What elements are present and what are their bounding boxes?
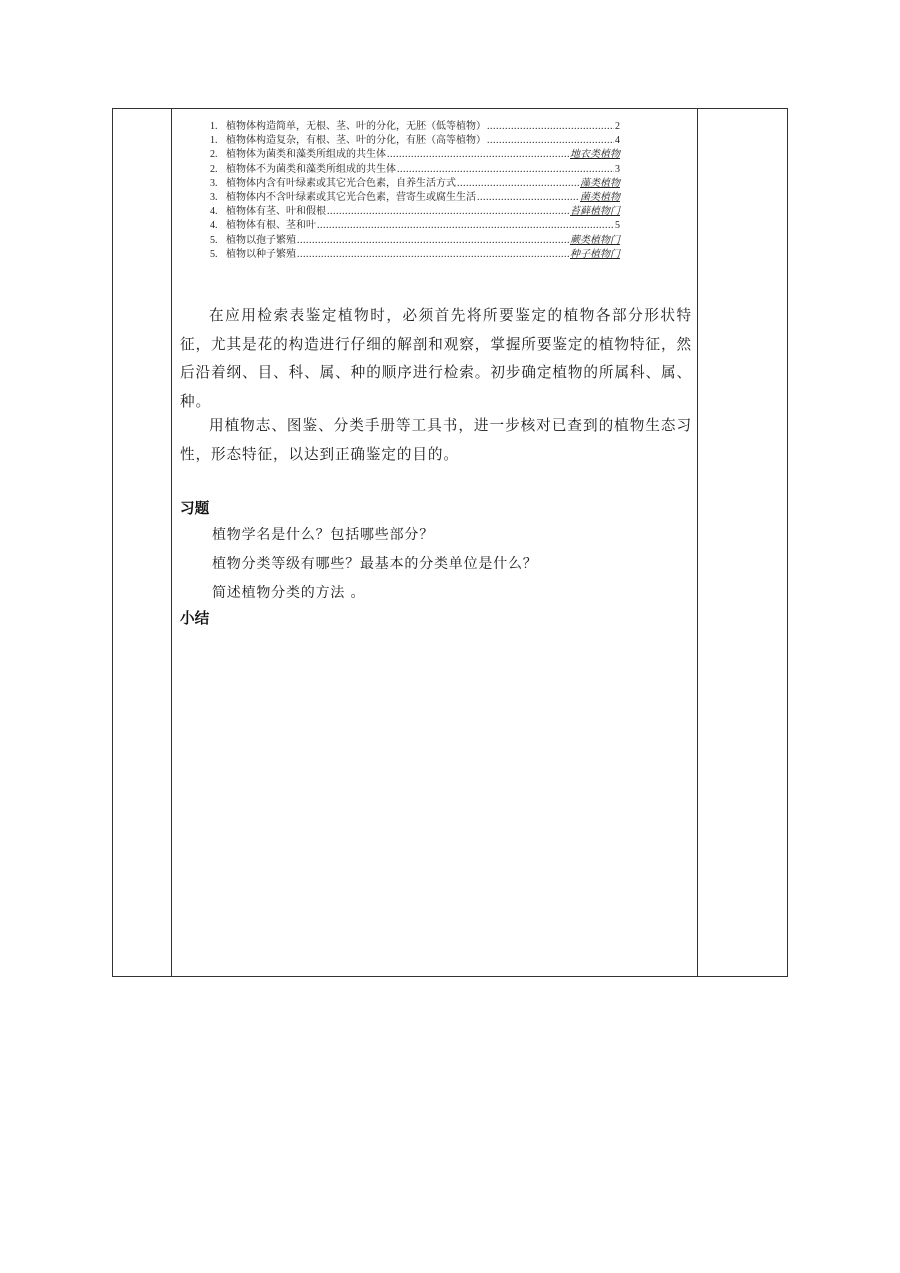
- exercise-question-2: 植物分类等级有哪些？最基本的分类单位是什么？: [212, 556, 538, 572]
- key-leader-dots: [327, 205, 569, 219]
- key-text: 植物体不为菌类和藻类所组成的共生体: [226, 163, 396, 175]
- key-row: [210, 234, 620, 248]
- key-taxon-result: 菌类植物: [580, 192, 620, 204]
- summary-title: 小结: [180, 610, 210, 627]
- key-step-result: 3: [615, 163, 620, 175]
- paragraph-1: 在应用检索表鉴定植物时，必须首先将所要鉴定的植物各部分形状特征，尤其是花的构造进行仔细的解剖和观察，掌握所要鉴定的植物特征，然后沿着纲、目、科、属、种的顺序进行检索。初步确定植物的所属科、属、种。: [180, 307, 692, 410]
- key-leader-dots: [387, 148, 569, 162]
- key-text: 植物以孢子繁殖: [226, 234, 296, 246]
- key-taxon-result: 蕨类植物门: [570, 234, 620, 246]
- key-step-result: 4: [615, 135, 620, 147]
- key-row: [210, 205, 620, 219]
- key-leader-dots: [477, 191, 579, 205]
- exercise-question-3: 简述植物分类的方法 。: [212, 585, 366, 601]
- key-row: [210, 191, 620, 205]
- key-text: 植物体构造简单，无根、茎、叶的分化，无胚（低等植物）: [226, 121, 486, 132]
- key-number: 2.: [210, 163, 218, 175]
- key-number: 5.: [210, 234, 218, 246]
- key-number: 3.: [210, 177, 218, 189]
- exercises-title: 习题: [180, 500, 210, 517]
- key-step-result: 5: [615, 220, 620, 232]
- key-row: [210, 177, 620, 191]
- key-taxon-result: 种子植物门: [570, 248, 620, 260]
- key-step-result: 2: [615, 121, 620, 132]
- key-number: 2.: [210, 149, 218, 161]
- left-column-divider: [171, 109, 172, 976]
- key-number: 4.: [210, 206, 218, 218]
- key-taxon-result: 苔藓植物门: [570, 206, 620, 218]
- key-leader-dots: [297, 234, 569, 248]
- exercise-question-1: 植物学名是什么？包括哪些部分？: [212, 527, 434, 543]
- key-text: 植物体为菌类和藻类所组成的共生体: [226, 149, 386, 161]
- key-text: 植物体有茎、叶和假根: [226, 206, 326, 218]
- key-row: [210, 134, 620, 148]
- key-number: 1.: [210, 121, 218, 132]
- key-number: 5.: [210, 248, 218, 260]
- key-text: 植物体构造复杂，有根、茎、叶的分化，有胚（高等植物）: [226, 135, 486, 147]
- key-row: [210, 148, 620, 162]
- right-column-divider: [697, 109, 698, 976]
- key-text: 植物体内不含叶绿素或其它光合色素，营寄生或腐生生活: [226, 192, 476, 204]
- key-number: 3.: [210, 192, 218, 204]
- key-leader-dots: [397, 163, 614, 177]
- key-taxon-result: 地衣类植物: [570, 149, 620, 161]
- key-text: 植物体内含有叶绿素或其它光合色素，自养生活方式: [226, 177, 456, 189]
- dichotomous-key: [210, 120, 620, 262]
- key-leader-dots: [297, 248, 569, 262]
- key-leader-dots: [317, 219, 614, 233]
- paragraph-2: 用植物志、图鉴、分类手册等工具书，进一步核对已查到的植物生态习性，形态特征，以达到正确鉴定的目的。: [180, 417, 692, 463]
- key-number: 1.: [210, 135, 218, 147]
- key-number: 4.: [210, 220, 218, 232]
- key-text: 植物体有根、茎和叶: [226, 220, 316, 232]
- key-leader-dots: [487, 120, 614, 134]
- key-row: [210, 120, 620, 134]
- key-row: [210, 163, 620, 177]
- key-leader-dots: [487, 134, 614, 148]
- key-text: 植物以种子繁殖: [226, 248, 296, 260]
- key-row: [210, 219, 620, 233]
- key-taxon-result: 藻类植物: [580, 177, 620, 189]
- key-row: [210, 248, 620, 262]
- key-leader-dots: [457, 177, 579, 191]
